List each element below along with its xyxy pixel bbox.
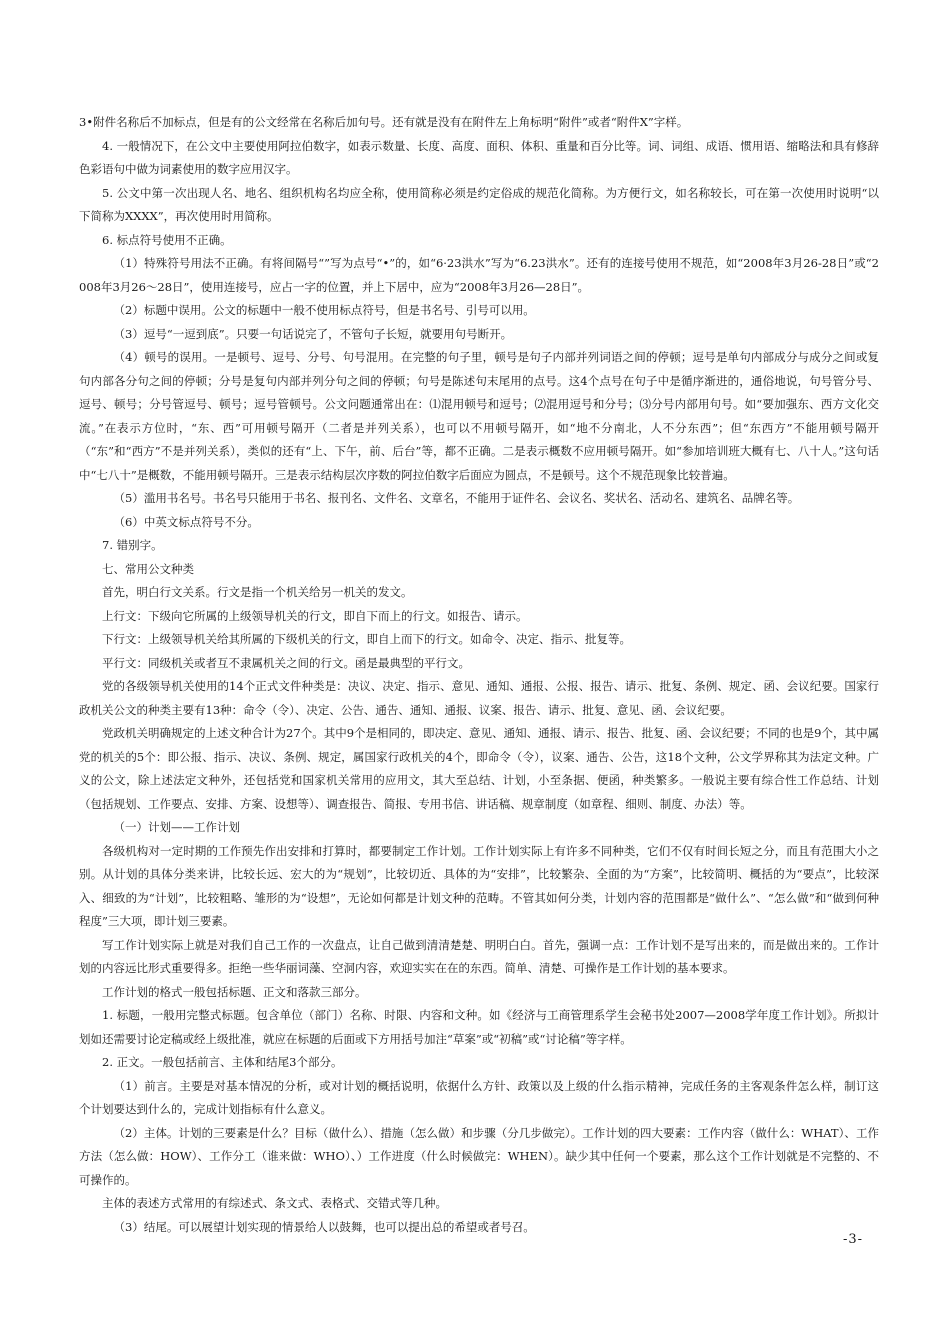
paragraph: 平行文：同级机关或者互不隶属机关之间的行文。函是最典型的平行文。	[102, 655, 470, 670]
paragraph: 3•附件名称后不加标点，但是有的公文经常在名称后加句号。还有就是没有在附件左上角标明“附件”或者“附件X”字样。	[79, 115, 689, 129]
paragraph: 5. 公文中第一次出现人名、地名、组织机构名均应全称，使用简称必须是约定俗成的规范化简称。为方便行文，如名称较长，可在第一次使用时说明“以下简称为XXXX”，再次使用时用简称。	[79, 185, 879, 223]
paragraph: 各级机构对一定时期的工作预先作出安排和打算时，都要制定工作计划。工作计划实际上有许多不同种类，它们不仅有时间长短之分，而且有范围大小之别。从计划的具体分类来讲，比较长远、宏大的为“规划”，比较切近、具体的为“安排”，比较繁杂、全面的为“方案”，比较简明、概括的为“要点”，比较深入、细致的为“计划”，比较粗略、雏形的为“设想”，无论如何都是计划文种的范畴。不管其如何分类，计划内容的范围都是“做什么”、“怎么做”和“做到何种程度”三大项，即计划三要素。	[79, 843, 879, 928]
paragraph: 主体的表述方式常用的有综述式、条文式、表格式、交错式等几种。	[102, 1196, 447, 1210]
paragraph: 6. 标点符号使用不正确。	[102, 232, 232, 247]
paragraph: 写工作计划实际上就是对我们自己工作的一次盘点，让自己做到清清楚楚、明明白白。首先，强调一点：工作计划不是写出来的，而是做出来的。工作计划的内容远比形式重要得多。拒绝一些华丽词藻、空洞内容，欢迎实实在在的东西。简单、清楚、可操作是工作计划的基本要求。	[79, 937, 879, 975]
paragraph: （6）中英文标点符号不分。	[113, 514, 259, 529]
paragraph: （一）计划——工作计划	[113, 820, 240, 834]
paragraph: 上行文：下级向它所属的上级领导机关的行文，即自下而上的行文。如报告、请示。	[102, 608, 528, 623]
paragraph: （2）标题中误用。公文的标题中一般不使用标点符号，但是书名号、引号可以用。	[113, 303, 535, 317]
paragraph: 4. 一般情况下，在公文中主要使用阿拉伯数字，如表示数量、长度、高度、面积、体积、重量和百分比等。词、词组、成语、惯用语、缩略法和具有修辞色彩语句中做为词素使用的数字应用汉字。	[79, 138, 879, 176]
document-body	[79, 111, 879, 1239]
paragraph: （1）特殊符号用法不正确。有将间隔号“”写为点号“•”的，如“6·23洪水”写为“6.23洪水”。还有的连接号使用不规范，如“2008年3月26-28日”或“2008年3月26～28日”，使用连接号，应占一字的位置，并上下居中，应为“2008年3月26—28日”。	[79, 256, 879, 294]
paragraph: 党的各级领导机关使用的14个正式文件种类是：决议、决定、指示、意见、通知、通报、公报、报告、请示、批复、条例、规定、函、会议纪要。国家行政机关公文的种类主要有13种：命令（令）、决定、公告、通告、通知、通报、议案、报告、请示、批复、意见、函、会议纪要。	[79, 679, 879, 717]
paragraph: （5）滥用书名号。书名号只能用于书名、报刊名、文件名、文章名，不能用于证件名、会议名、奖状名、活动名、建筑名、品牌名等。	[113, 491, 800, 505]
paragraph: （3）逗号“一逗到底”。只要一句话说完了，不管句子长短，就要用句号断开。	[113, 326, 513, 341]
paragraph: （2）主体。计划的三要素是什么？目标（做什么）、措施（怎么做）和步骤（分几步做完）。工作计划的四大要素：工作内容（做什么：WHAT）、工作方法（怎么做：HOW）、工作分工（谁来做：WHO）、）工作进度（什么时候做完：WHEN）。缺少其中任何一个要素，那么这个工作计划就是不完整的、不可操作的。	[79, 1125, 879, 1187]
paragraph: 工作计划的格式一般包括标题、正文和落款三部分。	[102, 984, 367, 999]
paragraph: 7. 错别字。	[102, 538, 163, 552]
paragraph: 1. 标题，一般用完整式标题。包含单位（部门）名称、时限、内容和文种。如《经济与工商管理系学生会秘书处2007—2008学年度工作计划》。所拟计划如还需要讨论定稿或经上级批准，就应在标题的后面或下方用括号加注“草案”或“初稿”或“讨论稿”等字样。	[79, 1008, 879, 1046]
page-number: -3-	[843, 1232, 864, 1247]
paragraph: 党政机关明确规定的上述文种合计为27个。其中9个是相同的，即决定、意见、通知、通报、请示、报告、批复、函、会议纪要；不同的也是9个，其中属党的机关的5个：即公报、指示、决议、条例、规定，属国家行政机关的4个，即命令（令），议案、通告、公告，这18个文种，公文学界称其为法定文种。广义的公文，除上述法定文种外，还包括党和国家机关常用的应用文，其大至总结、计划，小至条据、便函，种类繁多。一般说主要有综合性工作总结、计划（包括规划、工作要点、安排、方案、设想等）、调查报告、简报、专用书信、讲话稿、规章制度（如章程、细则、制度、办法）等。	[79, 726, 879, 811]
paragraph: 2. 正文。一般包括前言、主体和结尾3个部分。	[102, 1055, 343, 1069]
paragraph: 七、常用公文种类	[102, 561, 194, 576]
paragraph: （4）顿号的误用。一是顿号、逗号、分号、句号混用。在完整的句子里，顿号是句子内部并列词语之间的停顿；逗号是单句内部成分与成分之间或复句内部各分句之间的停顿；分号是复句内部并列分句之间的停顿；句号是陈述句末尾用的点号。这4个点号在句子中是循序渐进的，通俗地说，句号管分号、逗号、顿号；分号管逗号、顿号；逗号管顿号。公文问题通常出在：⑴混用顿号和逗号；⑵混用逗号和分号；⑶分号内部用句号。如“要加强东、西方文化交流。”在表示方位时，“东、西”可用顿号隔开（二者是并列关系），也可以不用顿号隔开，如“地不分南北，人不分东西”；但“东西方”不能用顿号隔开（“东”和“西方”不是并列关系），类似的还有“上、下午，前、后台”等，都不正确。二是表示概数不应用顿号隔开。如“参加培训班大概有七、八十人。”这句话中“七八十”是概数，不能用顿号隔开。三是表示结构层次序数的阿拉伯数字后面应为圆点，不是顿号。这个不规范现象比较普遍。	[79, 350, 879, 482]
paragraph: （3）结尾。可以展望计划实现的情景给人以鼓舞，也可以提出总的希望或者号召。	[113, 1219, 535, 1234]
paragraph: （1）前言。主要是对基本情况的分析，或对计划的概括说明，依据什么方针、政策以及上级的什么指示精神，完成任务的主客观条件怎么样，制订这个计划要达到什么的，完成计划指标有什么意义。	[79, 1078, 879, 1116]
paragraph: 下行文：上级领导机关给其所属的下级机关的行文，即自上而下的行文。如命令、决定、指示、批复等。	[102, 632, 631, 646]
paragraph: 首先，明白行文关系。行文是指一个机关给另一机关的发文。	[102, 585, 413, 599]
